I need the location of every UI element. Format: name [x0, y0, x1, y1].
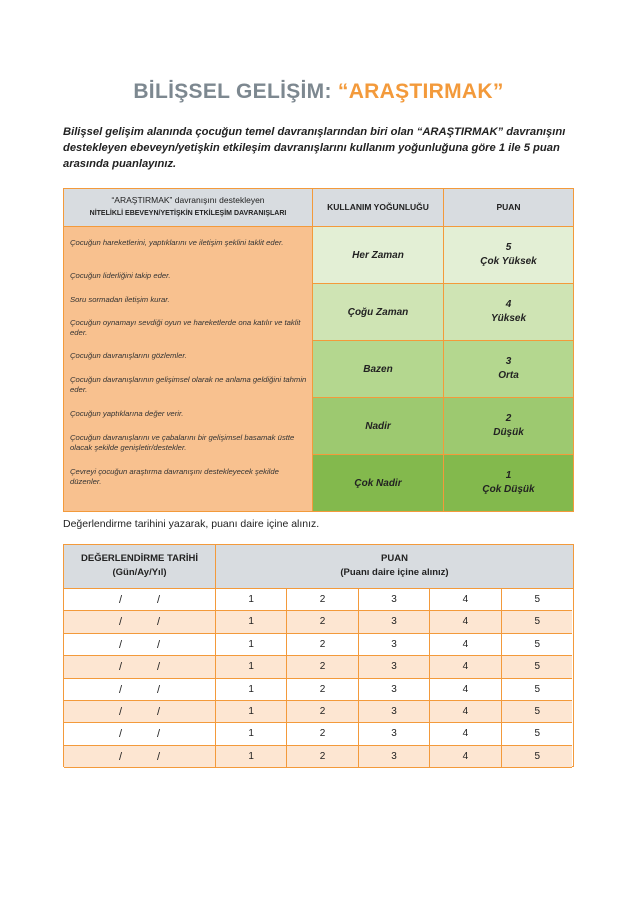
- behavior-item: Çocuğun davranışlarını ve çabalarını bir gelişimsel basamak üstte olacak şekilde genişletir/destekler.: [70, 433, 295, 452]
- date-separator: /: [119, 638, 123, 651]
- score-option[interactable]: 1: [216, 634, 287, 655]
- title-behavior: “ARAŞTIRMAK”: [337, 80, 504, 103]
- date-cell[interactable]: [64, 634, 216, 655]
- rating-row: [313, 454, 573, 511]
- score-cell: [444, 284, 573, 340]
- score-option[interactable]: 5: [534, 706, 541, 717]
- page-title: [0, 80, 637, 104]
- title-domain: BİLİŞSEL GELİŞİM:: [133, 80, 332, 103]
- score-value: 1: [505, 470, 512, 481]
- score-option[interactable]: 5: [534, 661, 541, 673]
- score-option[interactable]: 4: [430, 656, 501, 677]
- score-option[interactable]: 5: [534, 750, 541, 762]
- date-separator: /: [119, 594, 123, 606]
- behavior-item: Çocuğun hareketlerini, yaptıklarını ve iletişim şeklini taklit eder.: [70, 238, 284, 247]
- instruction-note: Değerlendirme tarihini yazarak, puanı daire içine alınız.: [63, 518, 320, 530]
- score-option[interactable]: 4: [430, 634, 501, 655]
- score-option[interactable]: 5: [534, 594, 541, 605]
- score-option[interactable]: 1: [216, 723, 287, 744]
- score-option[interactable]: 2: [287, 723, 358, 744]
- rating-row: [313, 283, 573, 340]
- date-cell[interactable]: [64, 679, 216, 700]
- header-date-line2: (Gün/Ay/Yıl): [112, 567, 167, 578]
- evaluation-row: [64, 679, 572, 701]
- table-header: [64, 189, 573, 226]
- score-option[interactable]: 3: [359, 723, 430, 744]
- evaluation-row: [64, 701, 572, 723]
- frequency-label: Her Zaman: [313, 227, 444, 283]
- behavior-rating-table: [63, 188, 574, 512]
- score-option[interactable]: 3: [359, 611, 430, 632]
- date-separator: /: [119, 683, 123, 696]
- behavior-item: Çocuğun oynamayı sevdiği oyun ve hareketlerde ona katılır ve taklit eder.: [70, 318, 301, 337]
- score-label: Orta: [498, 370, 519, 381]
- score-option[interactable]: 1: [216, 746, 287, 767]
- score-label: Düşük: [493, 427, 524, 438]
- score-option[interactable]: 4: [430, 611, 501, 632]
- score-option[interactable]: 2: [287, 634, 358, 655]
- behavior-item: Soru sormadan iletişim kurar.: [70, 295, 170, 304]
- date-cell[interactable]: [64, 746, 216, 767]
- date-separator: /: [157, 683, 161, 696]
- score-option[interactable]: 2: [287, 746, 358, 767]
- behavior-item: Çevreyi çocuğun araştırma davranışını destekleyecek şekilde düzenler.: [70, 467, 279, 486]
- date-separator: /: [119, 728, 123, 741]
- date-separator: /: [157, 661, 161, 674]
- evaluation-row: [64, 746, 572, 768]
- rating-row: [313, 226, 573, 283]
- score-option[interactable]: 4: [430, 679, 501, 700]
- frequency-label: Bazen: [313, 341, 444, 397]
- score-option[interactable]: 1: [216, 701, 287, 722]
- intro-text: Bilişsel gelişim alanında çocuğun temel davranışlarından biri olan “ARAŞTIRMAK” davranışını destekleyen ebeveyn/yetişkin etkileşim davranışlarını kullanım yoğunluğuna göre 1 ile 5 puan arasında puanlayınız.: [63, 126, 566, 170]
- score-option[interactable]: 4: [430, 701, 501, 722]
- score-option[interactable]: 1: [216, 589, 287, 610]
- score-cell: [444, 455, 573, 511]
- behavior-item: Çocuğun davranışlarının gelişimsel olarak ne anlama geldiğini tahmin eder.: [70, 375, 307, 394]
- frequency-label: Çok Nadir: [313, 455, 444, 511]
- date-cell[interactable]: [64, 611, 216, 632]
- date-separator: /: [119, 616, 123, 629]
- score-value: 5: [505, 242, 512, 253]
- date-separator: /: [157, 638, 161, 651]
- header-behaviors: [64, 189, 313, 226]
- header-points-line2: (Puanı daire içine alınız): [340, 567, 449, 578]
- date-separator: /: [119, 661, 123, 674]
- score-option[interactable]: 2: [287, 656, 358, 677]
- date-cell[interactable]: [64, 723, 216, 744]
- evaluation-row: [64, 723, 572, 745]
- score-option[interactable]: 5: [534, 616, 541, 628]
- evaluation-row: [64, 634, 572, 656]
- header-points: [216, 545, 573, 588]
- score-label: Çok Düşük: [482, 484, 535, 495]
- frequency-label: Çoğu Zaman: [313, 284, 444, 340]
- evaluation-header: [64, 545, 573, 589]
- score-option[interactable]: 3: [359, 634, 430, 655]
- score-option[interactable]: 3: [359, 746, 430, 767]
- score-option[interactable]: 1: [216, 679, 287, 700]
- date-separator: /: [157, 750, 161, 763]
- score-cell: [444, 398, 573, 454]
- date-separator: /: [119, 750, 123, 763]
- header-date: [64, 545, 216, 588]
- date-separator: /: [119, 706, 123, 718]
- score-value: 3: [505, 356, 512, 367]
- behavior-item: Çocuğun davranışlarını gözlemler.: [70, 351, 187, 360]
- date-separator: /: [157, 616, 161, 629]
- evaluation-table: [63, 544, 574, 767]
- behavior-item: Çocuğun yaptıklarına değer verir.: [70, 409, 184, 418]
- header-score: PUAN: [496, 202, 521, 212]
- score-value: 4: [505, 299, 512, 310]
- score-label: Yüksek: [490, 313, 527, 324]
- score-option[interactable]: 4: [430, 723, 501, 744]
- date-separator: /: [157, 706, 161, 718]
- date-cell[interactable]: [64, 656, 216, 677]
- date-separator: /: [157, 728, 161, 741]
- score-option[interactable]: 3: [359, 679, 430, 700]
- score-option[interactable]: 1: [216, 611, 287, 632]
- score-option[interactable]: 1: [216, 656, 287, 677]
- rating-row: [313, 340, 573, 397]
- score-option[interactable]: 4: [430, 746, 501, 767]
- score-option[interactable]: 2: [287, 701, 358, 722]
- header-behaviors-line1: “ARAŞTIRMAK” davranışını destekleyen: [111, 195, 265, 205]
- date-cell[interactable]: [64, 589, 216, 610]
- frequency-label: Nadir: [313, 398, 444, 454]
- behaviors-column: [64, 226, 313, 511]
- score-option[interactable]: 2: [287, 611, 358, 632]
- evaluation-row: [64, 589, 572, 611]
- behavior-item: Çocuğun liderliğini takip eder.: [70, 271, 171, 280]
- rating-row: [313, 397, 573, 454]
- header-date-line1: DEĞERLENDİRME TARİHİ: [81, 553, 198, 564]
- header-behaviors-line2: NİTELİKLİ EBEVEYN/YETİŞKİN ETKİLEŞİM DAVRANIŞLARI: [89, 210, 287, 217]
- score-option[interactable]: 3: [359, 589, 430, 610]
- evaluation-row: [64, 656, 572, 678]
- evaluation-row: [64, 611, 572, 633]
- score-option[interactable]: 3: [359, 656, 430, 677]
- date-cell[interactable]: [64, 701, 216, 722]
- score-option[interactable]: 5: [534, 683, 541, 695]
- date-separator: /: [157, 594, 161, 606]
- score-option[interactable]: 4: [430, 589, 501, 610]
- score-label: Çok Yüksek: [480, 256, 537, 267]
- score-option[interactable]: 3: [359, 701, 430, 722]
- score-option[interactable]: 5: [534, 728, 541, 740]
- score-value: 2: [505, 413, 512, 424]
- score-option[interactable]: 2: [287, 589, 358, 610]
- score-cell: [444, 341, 573, 397]
- header-frequency: KULLANIM YOĞUNLUĞU: [313, 189, 444, 226]
- score-option[interactable]: 2: [287, 679, 358, 700]
- header-points-line1: PUAN: [381, 553, 408, 564]
- score-option[interactable]: 5: [534, 638, 541, 650]
- score-cell: [444, 227, 573, 283]
